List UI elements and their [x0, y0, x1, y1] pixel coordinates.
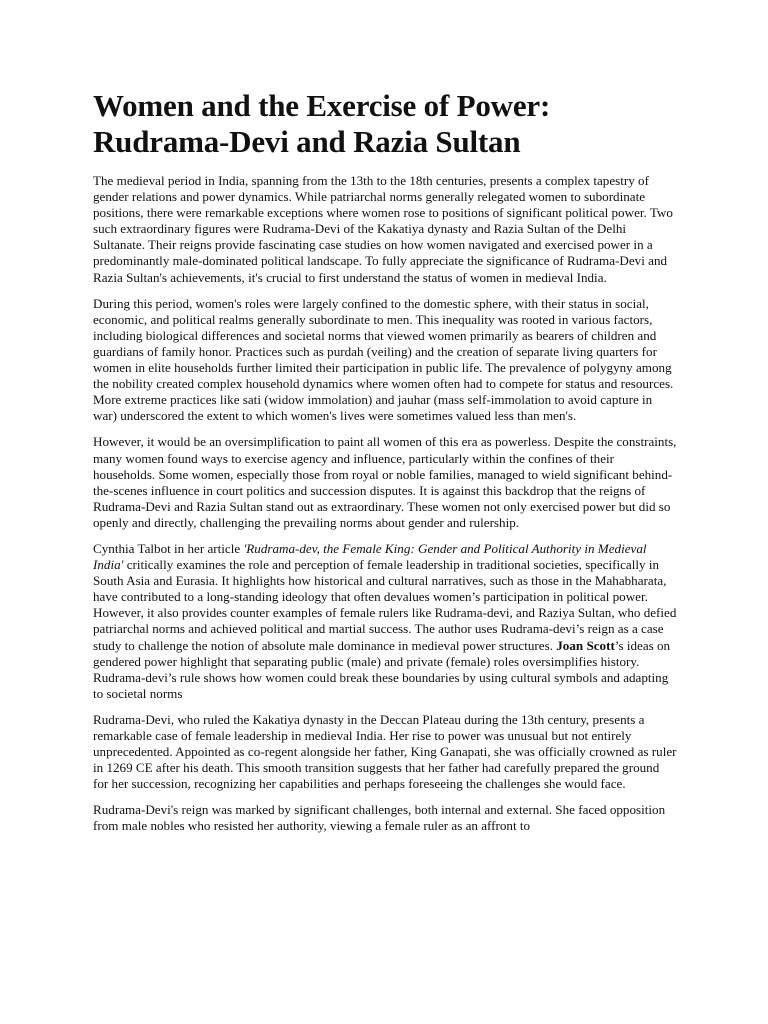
paragraph-1: The medieval period in India, spanning from the 13th to the 18th centuries, presents a complex tapestry of gender relations and power dynamics. While patriarchal norms generally relegated women to subordinate positions, there were remarkable exceptions where women rose to positions of significant political power. Two such extraordinary figures were Rudrama-Devi of the Kakatiya dynasty and Razia Sultan of the Delhi Sultanate. Their reigns provide fascinating case studies on how women navigated and exercised power in a predominantly male-dominated political landscape. To fully appreciate the significance of Rudrama-Devi and Razia Sultan's achievements, it's crucial to first understand the status of women in medieval India. — [93, 173, 673, 285]
paragraph-4-body-1: critically examines the role and perception of female leadership in traditional societies, specifically in South Asia and Eurasia. It highlights how historical and cultural narratives, such as those in the Mahabharata, have contributed to a long-standing ideology that often devalues women’s participation in political power. However, it also provides counter examples of female rulers like Rudrama-devi, and Raziya Sultan, who defied patriarchal norms and achieved political and martial success. The author uses Rudrama-devi’s reign as a case study to challenge the notion of absolute male dominance in medieval power structures. — [93, 557, 677, 653]
paragraph-6: Rudrama-Devi's reign was marked by significant challenges, both internal and external. She faced opposition from male nobles who resisted her authority, viewing a female ruler as an affront to — [93, 802, 666, 834]
title-line-1: Women and the Exercise of Power: — [93, 88, 551, 123]
title-line-2: Rudrama-Devi and Razia Sultan — [93, 124, 521, 159]
article-title: 'Rudrama-dev, the Female King: Gender and Political Authority in Medieval India' — [93, 540, 647, 573]
paragraph-4 — [93, 541, 677, 702]
document-page — [93, 88, 677, 845]
author-name-bold: Joan Scott — [556, 637, 615, 653]
paragraph-4-intro: Cynthia Talbot in her article — [93, 540, 244, 556]
paragraph-3: However, it would be an oversimplification to paint all women of this era as powerless. Despite the constraints, many women found ways to exercise agency and influence, particularly within the confines of their households. Some women, especially those from royal or noble families, managed to wield significant behind-the-scenes influence in court politics and succession disputes. It is against this backdrop that the reigns of Rudrama-Devi and Razia Sultan stand out as extraordinary. These women not only exercised power but did so openly and directly, challenging the prevailing norms about gender and rulership. — [93, 434, 677, 530]
paragraph-5: Rudrama-Devi, who ruled the Kakatiya dynasty in the Deccan Plateau during the 13th century, presents a remarkable case of female leadership in medieval India. Her rise to power was unusual but not entirely unprecedented. Appointed as co-regent alongside her father, King Ganapati, she was officially crowned as ruler in 1269 CE after his death. This smooth transition suggests that her father had carefully prepared the ground for her succession, recognizing her capabilities and perhaps foreseeing the challenges she would face. — [93, 711, 677, 792]
paragraph-4-body-2: ’s ideas on gendered power highlight that separating public (male) and private (female) roles oversimplifies history. Rudrama-devi’s rule shows how women could break these boundaries by using cultural symbols and adapting to societal norms — [93, 637, 671, 701]
document-title — [93, 88, 677, 160]
paragraph-2: During this period, women's roles were largely confined to the domestic sphere, with their status in social, economic, and political realms generally subordinate to men. This inequality was rooted in various factors, including biological differences and societal norms that viewed women primarily as bearers of children and guardians of family honor. Practices such as purdah (veiling) and the creation of separate living quarters for women in elite households further limited their participation in public life. The prevalence of polygyny among the nobility created complex household dynamics where women often had to compete for status and resources. More extreme practices like sati (widow immolation) and jauhar (mass self-immolation to avoid capture in war) underscored the extent to which women's lives were sometimes valued less than men's. — [93, 295, 674, 424]
